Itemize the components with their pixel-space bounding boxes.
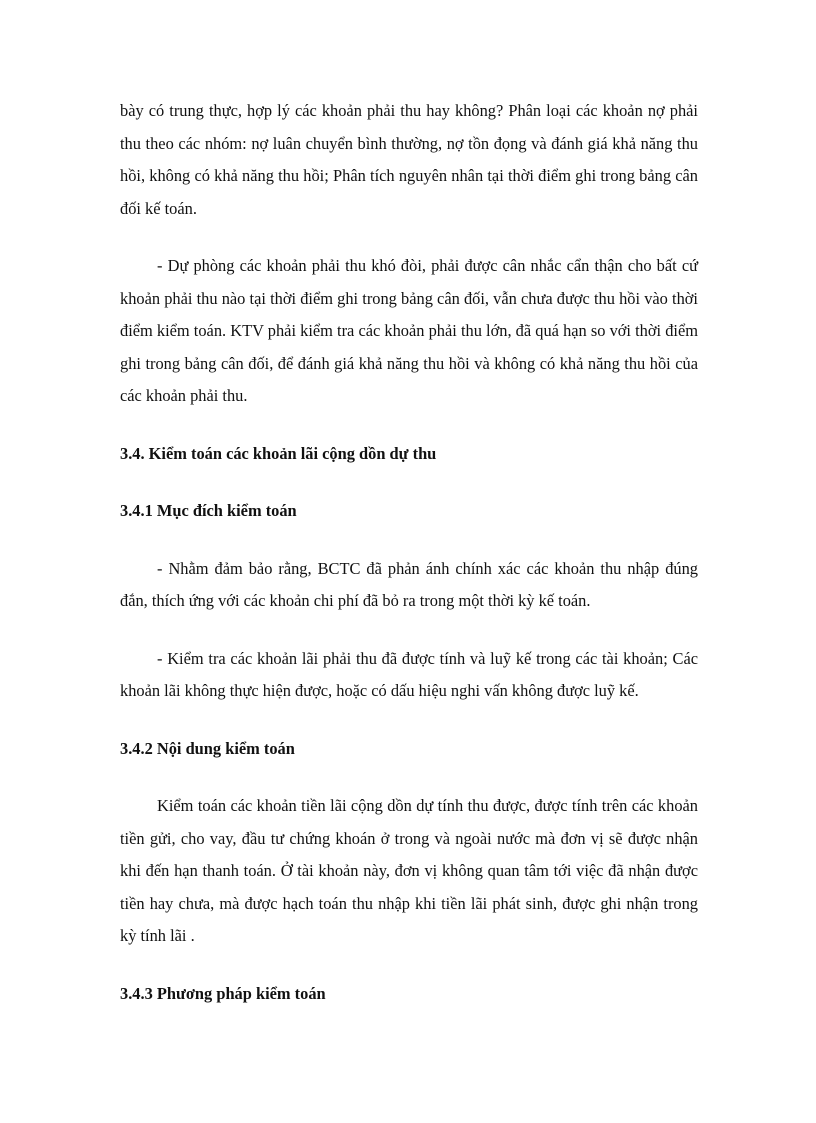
paragraph-audit-content: Kiểm toán các khoản tiền lãi cộng dồn dự tính thu được, được tính trên các khoản tiền gửi, cho vay, đầu tư chứng khoán ở trong và ngoài nước mà đơn vị sẽ được nhận khi đến hạn thanh toán. Ở tài khoản này, đơn vị không quan tâm tới việc đã nhận được tiền hay chưa, mà được hạch toán thu nhập khi tiền lãi phát sinh, được ghi nhận trong kỳ tính lãi . [120,796,698,945]
section-heading-3-4-2: 3.4.2 Nội dung kiểm toán [120,738,295,758]
section-heading-3-4-3: 3.4.3 Phương pháp kiểm toán [120,983,326,1003]
section-heading-3-4-1: 3.4.1 Mục đích kiểm toán [120,501,297,520]
document-page [120,95,698,1010]
paragraph-purpose-1: - Nhằm đảm bảo rằng, BCTC đã phản ánh chính xác các khoản thu nhập đúng đắn, thích ứng với các khoản chi phí đã bỏ ra trong một thời kỳ kế toán. [120,558,698,610]
paragraph-doubtful-debt-provision: - Dự phòng các khoản phải thu khó đòi, phải được cân nhắc cẩn thận cho bất cứ khoản phải thu nào tại thời điểm ghi trong bảng cân đối, vẫn chưa được thu hồi vào thời điểm kiểm toán. KTV phải kiểm tra các khoản phải thu lớn, đã quá hạn so với thời điểm ghi trong bảng cân đối, để đánh giá khả năng thu hồi và không có khả năng thu hồi của các khoản phải thu. [120,256,698,405]
paragraph-receivables-classification: bày có trung thực, hợp lý các khoản phải thu hay không? Phân loại các khoản nợ phải thu theo các nhóm: nợ luân chuyển bình thường, nợ tồn đọng và đánh giá khả năng thu hồi, không có khả năng thu hồi; Phân tích nguyên nhân tại thời điểm ghi trong bảng cân đối kế toán. [120,101,698,218]
paragraph-purpose-2: - Kiểm tra các khoản lãi phải thu đã được tính và luỹ kế trong các tài khoản; Các khoản lãi không thực hiện được, hoặc có dấu hiệu nghi vấn không được luỹ kế. [120,648,698,700]
section-heading-3-4: 3.4. Kiểm toán các khoản lãi cộng dồn dự thu [120,443,437,463]
